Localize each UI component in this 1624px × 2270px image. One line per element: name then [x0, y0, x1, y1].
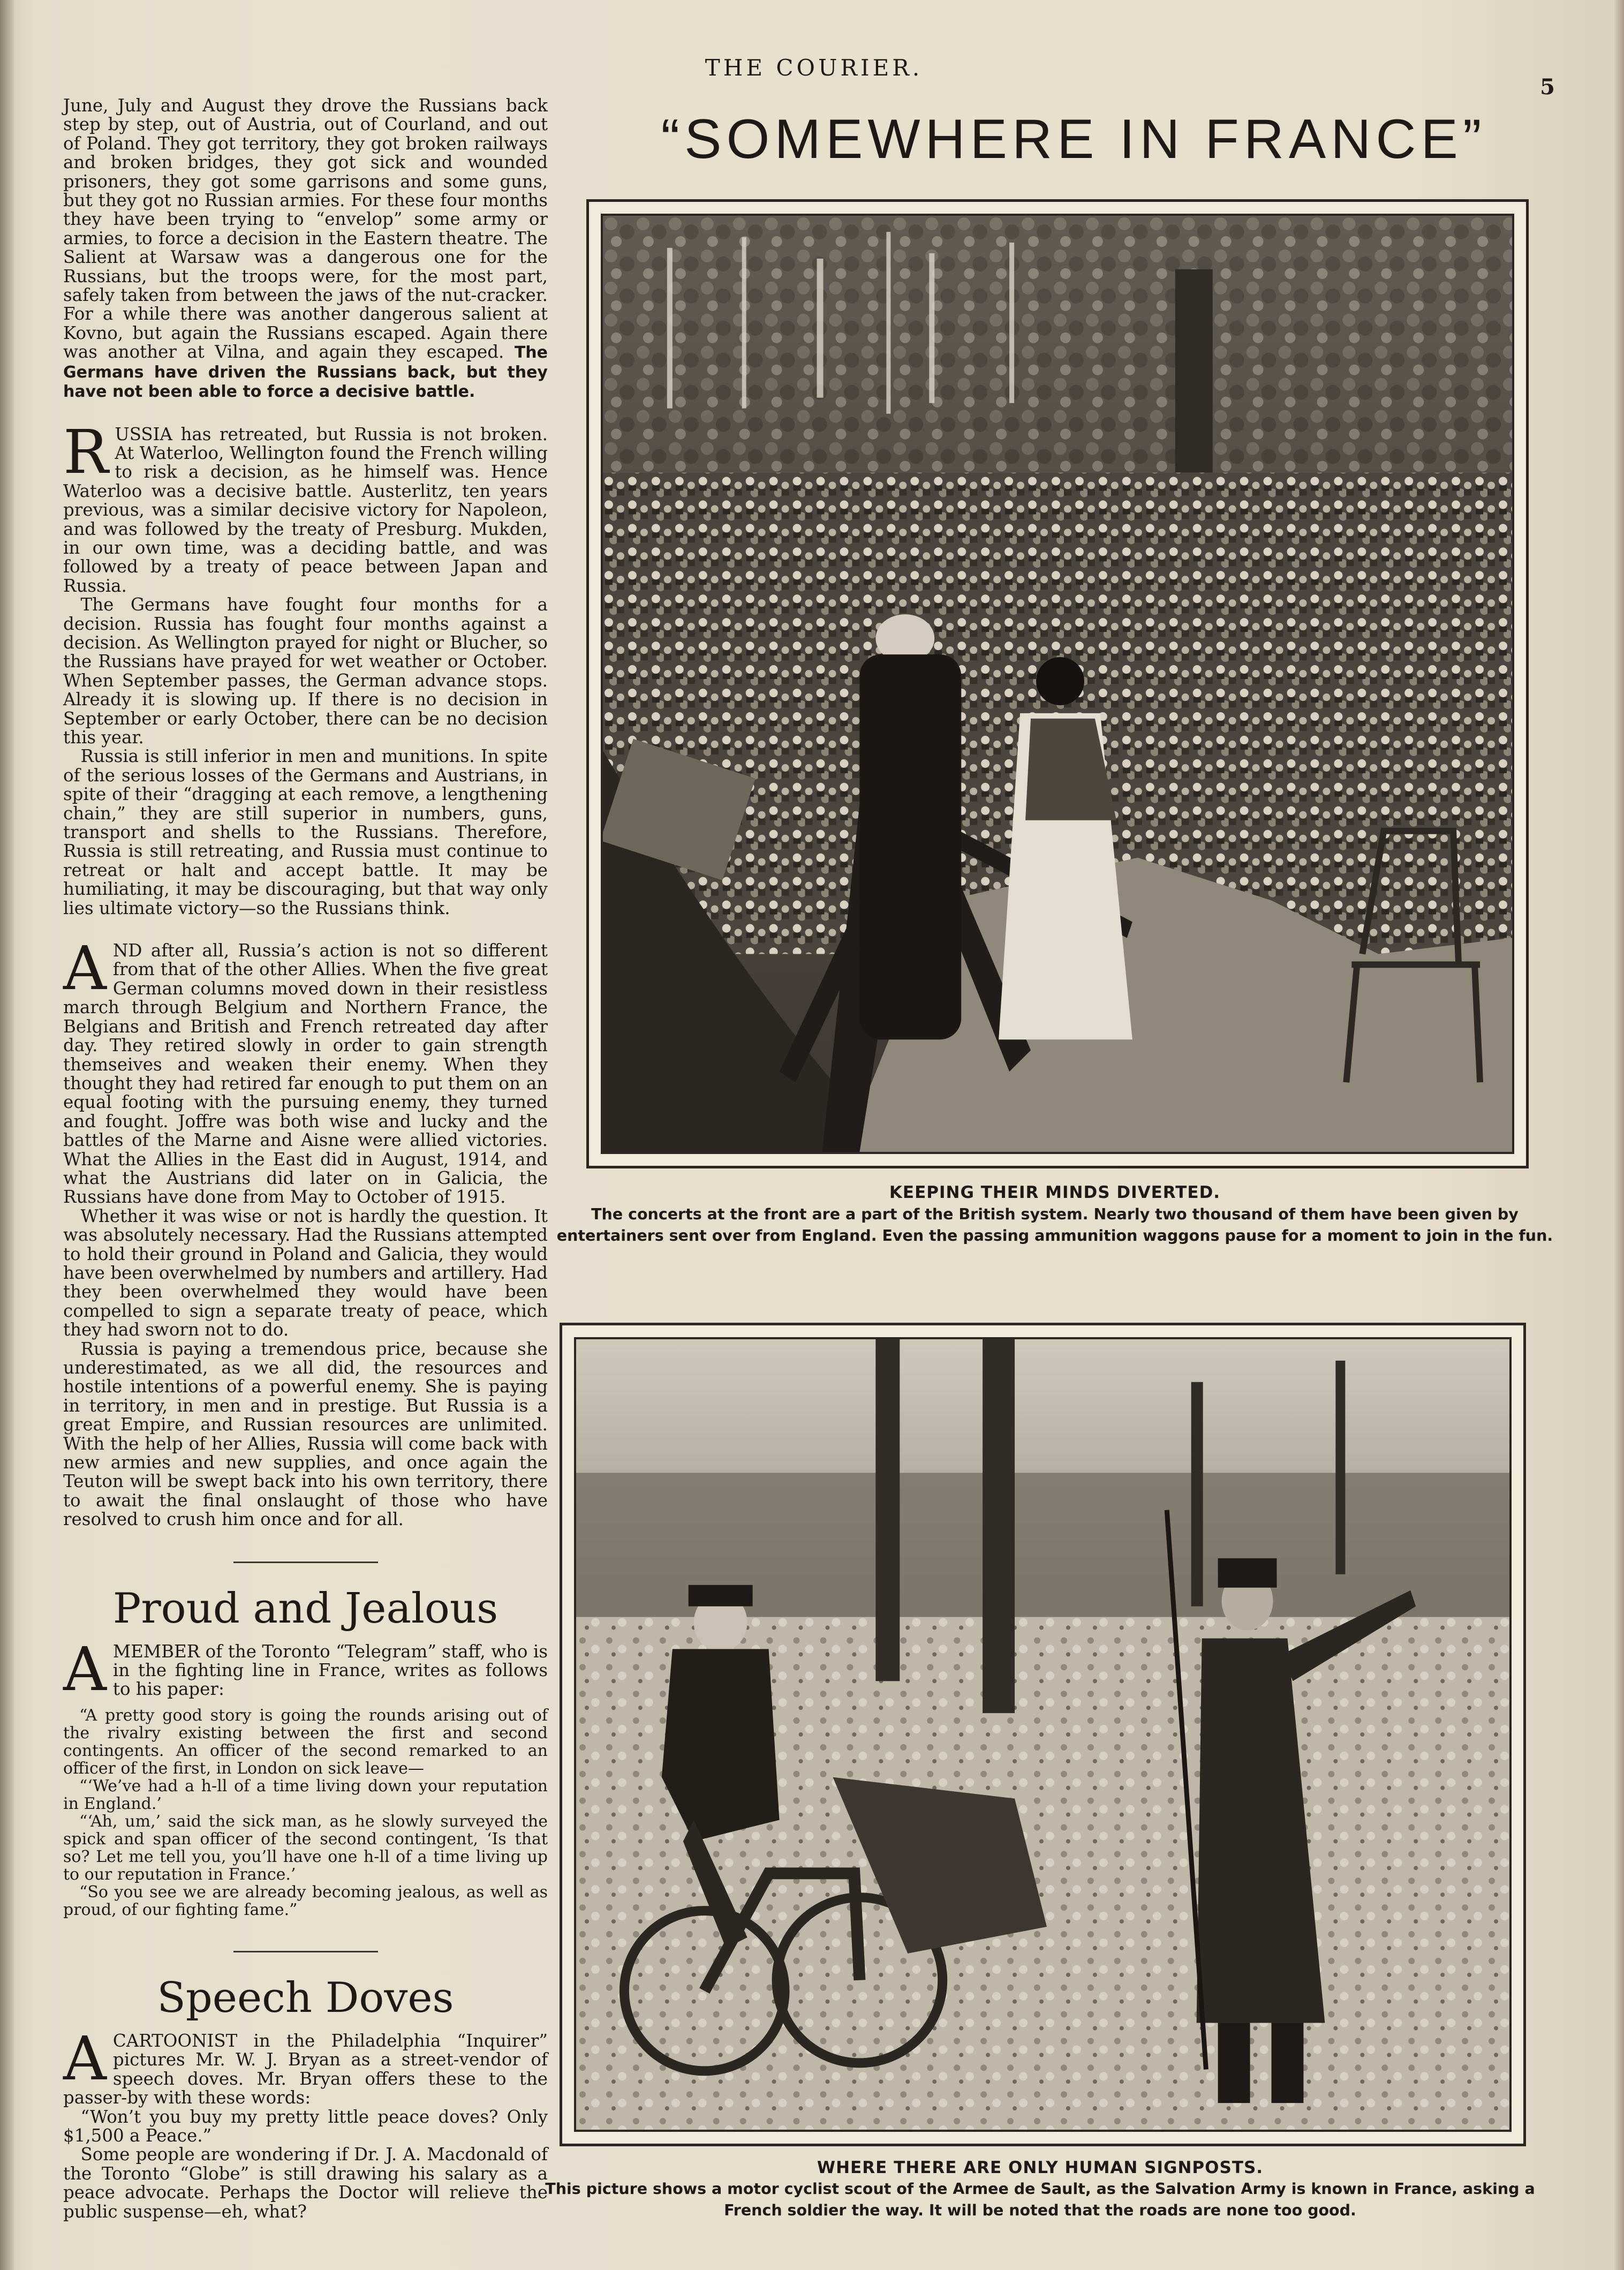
page-binding-shadow: [0, 0, 14, 2270]
paragraph-text: ND after all, Russia’s action is not so different from that of the other Allies. When the five great German columns moved down in their resistless march through Belgium and Northern France, the Belgians and British and French retreated day after day. They retired slowly in order to gain strength themseives and weaken their enemy. When they thought they had retired far enough to put them on an equal footing with the pursuing enemy, they turned and fought. Joffre was both wise and lucky and the battles of the Marne and Aisne were allied victories. What the Allies in the East did in August, 1914, and what the Austrians did later on in Galicia, the Russians have done from May to October of 1915.: [63, 940, 548, 1208]
page-title: “SOMEWHERE IN FRANCE”: [661, 108, 1486, 170]
closing-paragraph: [63, 2145, 548, 2221]
concert-photo-illustration: [603, 216, 1512, 1152]
article-paragraph: [63, 417, 548, 596]
signpost-photo-illustration: [576, 1339, 1509, 2130]
signpost-photo-caption: This picture shows a motor cyclist scout of the Armee de Sault, as the Salvation Army is known in France, asking a French soldier the way. It will be noted that the roads are none too good.: [545, 2180, 1535, 2219]
article-intro-paragraph: [63, 96, 548, 402]
quote-paragraph: [63, 2108, 548, 2146]
paragraph-text: MEMBER of the Toronto “Telegram” staff, who is in the fighting line in France, writes as follows to his paper:: [112, 1641, 548, 1700]
paragraph-text: Whether it was wise or not is hardly the question. It was absolutely necessary. Had the Russians attempted to hold their ground in Poland and Galicia, they would have been overwhelmed by numbers and artillery. Had they been overwhelmed they would have been compelled to sign a separate treaty of peace, which they had sworn not to do.: [63, 1205, 548, 1340]
section-divider: [233, 1951, 378, 1952]
running-head: THE COURIER.: [705, 55, 923, 81]
intro-bold-text: The Germans have driven the Russians back, but they have not been able to force a decisive battle.: [63, 343, 548, 402]
paragraph-text: “‘We’ve had a h-ll of a time living down your reputation in England.’: [63, 1776, 548, 1813]
paragraph-text: “Won’t you buy my pretty little peace doves? Only $1,500 a Peace.”: [63, 2106, 548, 2146]
article-paragraph: [63, 934, 548, 1208]
paragraph-text: Russia is still inferior in men and munitions. In spite of the serious losses of the Germans and Austrians, in spite of their “dragging at each remove, a lengthening chain,” they are still superior in numbers, guns, transport and shells to the Russians. Therefore, Russia is still retreating, and Russia must continue to retreat or halt and accept battle. It may be humiliating, it may be discouraging, but that way only lies ultimate victory—so the Russians think.: [63, 746, 548, 918]
concert-photo-caption: The concerts at the front are a part of the British system. Nearly two thousand of them have been given by entertainers sent over from England. Even the passing ammunition waggons pause for a moment to join in the fun.: [556, 1205, 1553, 1245]
quote-paragraph: [63, 1883, 548, 1919]
article-paragraph: [63, 1340, 548, 1529]
paragraph-text: Some people are wondering if Dr. J. A. Macdonald of the Toronto “Globe” is still drawing his salary as a peace advocate. Perhaps the Doctor will relieve the public suspense—eh, what?: [63, 2144, 548, 2222]
doves-intro-paragraph: [63, 2024, 548, 2108]
paragraph-text: CARTOONIST in the Philadelphia “Inquirer” pictures Mr. W. J. Bryan as a street-vendor of speech doves. Mr. Bryan offers these to the passer-by with these words:: [63, 2030, 548, 2108]
drop-cap: A: [63, 934, 107, 1004]
article-paragraph: [63, 595, 548, 747]
concert-photo-caption-title: KEEPING THEIR MINDS DIVERTED.: [889, 1183, 1221, 1202]
signpost-photo-caption-title: WHERE THERE ARE ONLY HUMAN SIGNPOSTS.: [817, 2158, 1264, 2177]
article-paragraph: [63, 1207, 548, 1340]
signpost-photo: [574, 1337, 1512, 2132]
article-paragraph: [63, 747, 548, 918]
quote-paragraph: [63, 1707, 548, 1777]
left-text-column: [63, 96, 548, 2221]
paragraph-text: The Germans have fought four months for a decision. Russia has fought four months against a decision. As Wellington prayed for night or Blucher, so the Russians have prayed for wet weather or October. When September passes, the German advance stops. Already it is slowing up. If there is no decision in September or early October, there can be no decision this year.: [63, 594, 548, 748]
quote-paragraph: [63, 1777, 548, 1813]
proud-intro-paragraph: [63, 1634, 548, 1705]
page-edge-shadow: [1614, 0, 1624, 2270]
section-heading-proud-and-jealous: Proud and Jealous: [112, 1584, 498, 1633]
paragraph-text: “So you see we are already becoming jealous, as well as proud, of our fighting fame.”: [63, 1882, 548, 1919]
paragraph-text: USSIA has retreated, but Russia is not broken. At Waterloo, Wellington found the French willing to risk a decision, as he himself was. Hence Waterloo was a decisive battle. Austerlitz, ten years previous, was a similar decisive victory for Napoleon, and was followed by the treaty of Presburg. Mukden, in our own time, was a deciding battle, and was followed by a treaty of peace between Japan and Russia.: [63, 424, 548, 596]
paragraph-text: “‘Ah, um,’ said the sick man, as he slowly surveyed the spick and span officer of the second contingent, ‘Is that so? Let me tell you, you’ll have one h-ll of a time living up to our reputation in France.’: [63, 1812, 548, 1884]
page-number: 5: [1540, 74, 1555, 100]
section-heading-speech-doves: Speech Doves: [157, 1973, 454, 2022]
paragraph-text: Russia is paying a tremendous price, because she underestimated, as we all did, the resources and hostile intentions of a powerful enemy. She is paying in territory, in men and in prestige. But Russia is a great Empire, and Russian resources are unlimited. With the help of her Allies, Russia will come back with new armies and new supplies, and once again the Teuton will be swept back into his own territory, there to await the final onslaught of those who have resolved to crush him once and for all.: [63, 1338, 548, 1530]
section-divider: [233, 1562, 378, 1563]
concert-photo-frame: [586, 199, 1529, 1168]
intro-text: June, July and August they drove the Russians back step by step, out of Austria, out of Courland, and out of Poland. They got territory, they got broken railways and broken bridges, they got sick and wounded prisoners, they got some garrisons and some guns, but they got no Russian armies. For these four months they have been trying to “envelop” some army or armies, to force a decision in the Eastern theatre. The Salient at Warsaw was a dangerous one for the Russians, but the troops were, for the most part, safely taken from between the jaws of the nut-cracker. For a while there was another dangerous salient at Kovno, but again the Russians escaped. Again there was another at Vilna, and again they escaped.: [63, 95, 548, 363]
concert-photo: [601, 214, 1514, 1154]
signpost-photo-frame: [560, 1323, 1526, 2146]
drop-cap: R: [63, 417, 109, 487]
drop-cap: A: [63, 1634, 107, 1705]
paragraph-text: “A pretty good story is going the rounds arising out of the rivalry existing between the first and second contingents. An officer of the second remarked to an officer of the first, in London on sick leave—: [63, 1706, 548, 1778]
drop-cap: A: [63, 2024, 107, 2094]
quote-paragraph: [63, 1813, 548, 1883]
